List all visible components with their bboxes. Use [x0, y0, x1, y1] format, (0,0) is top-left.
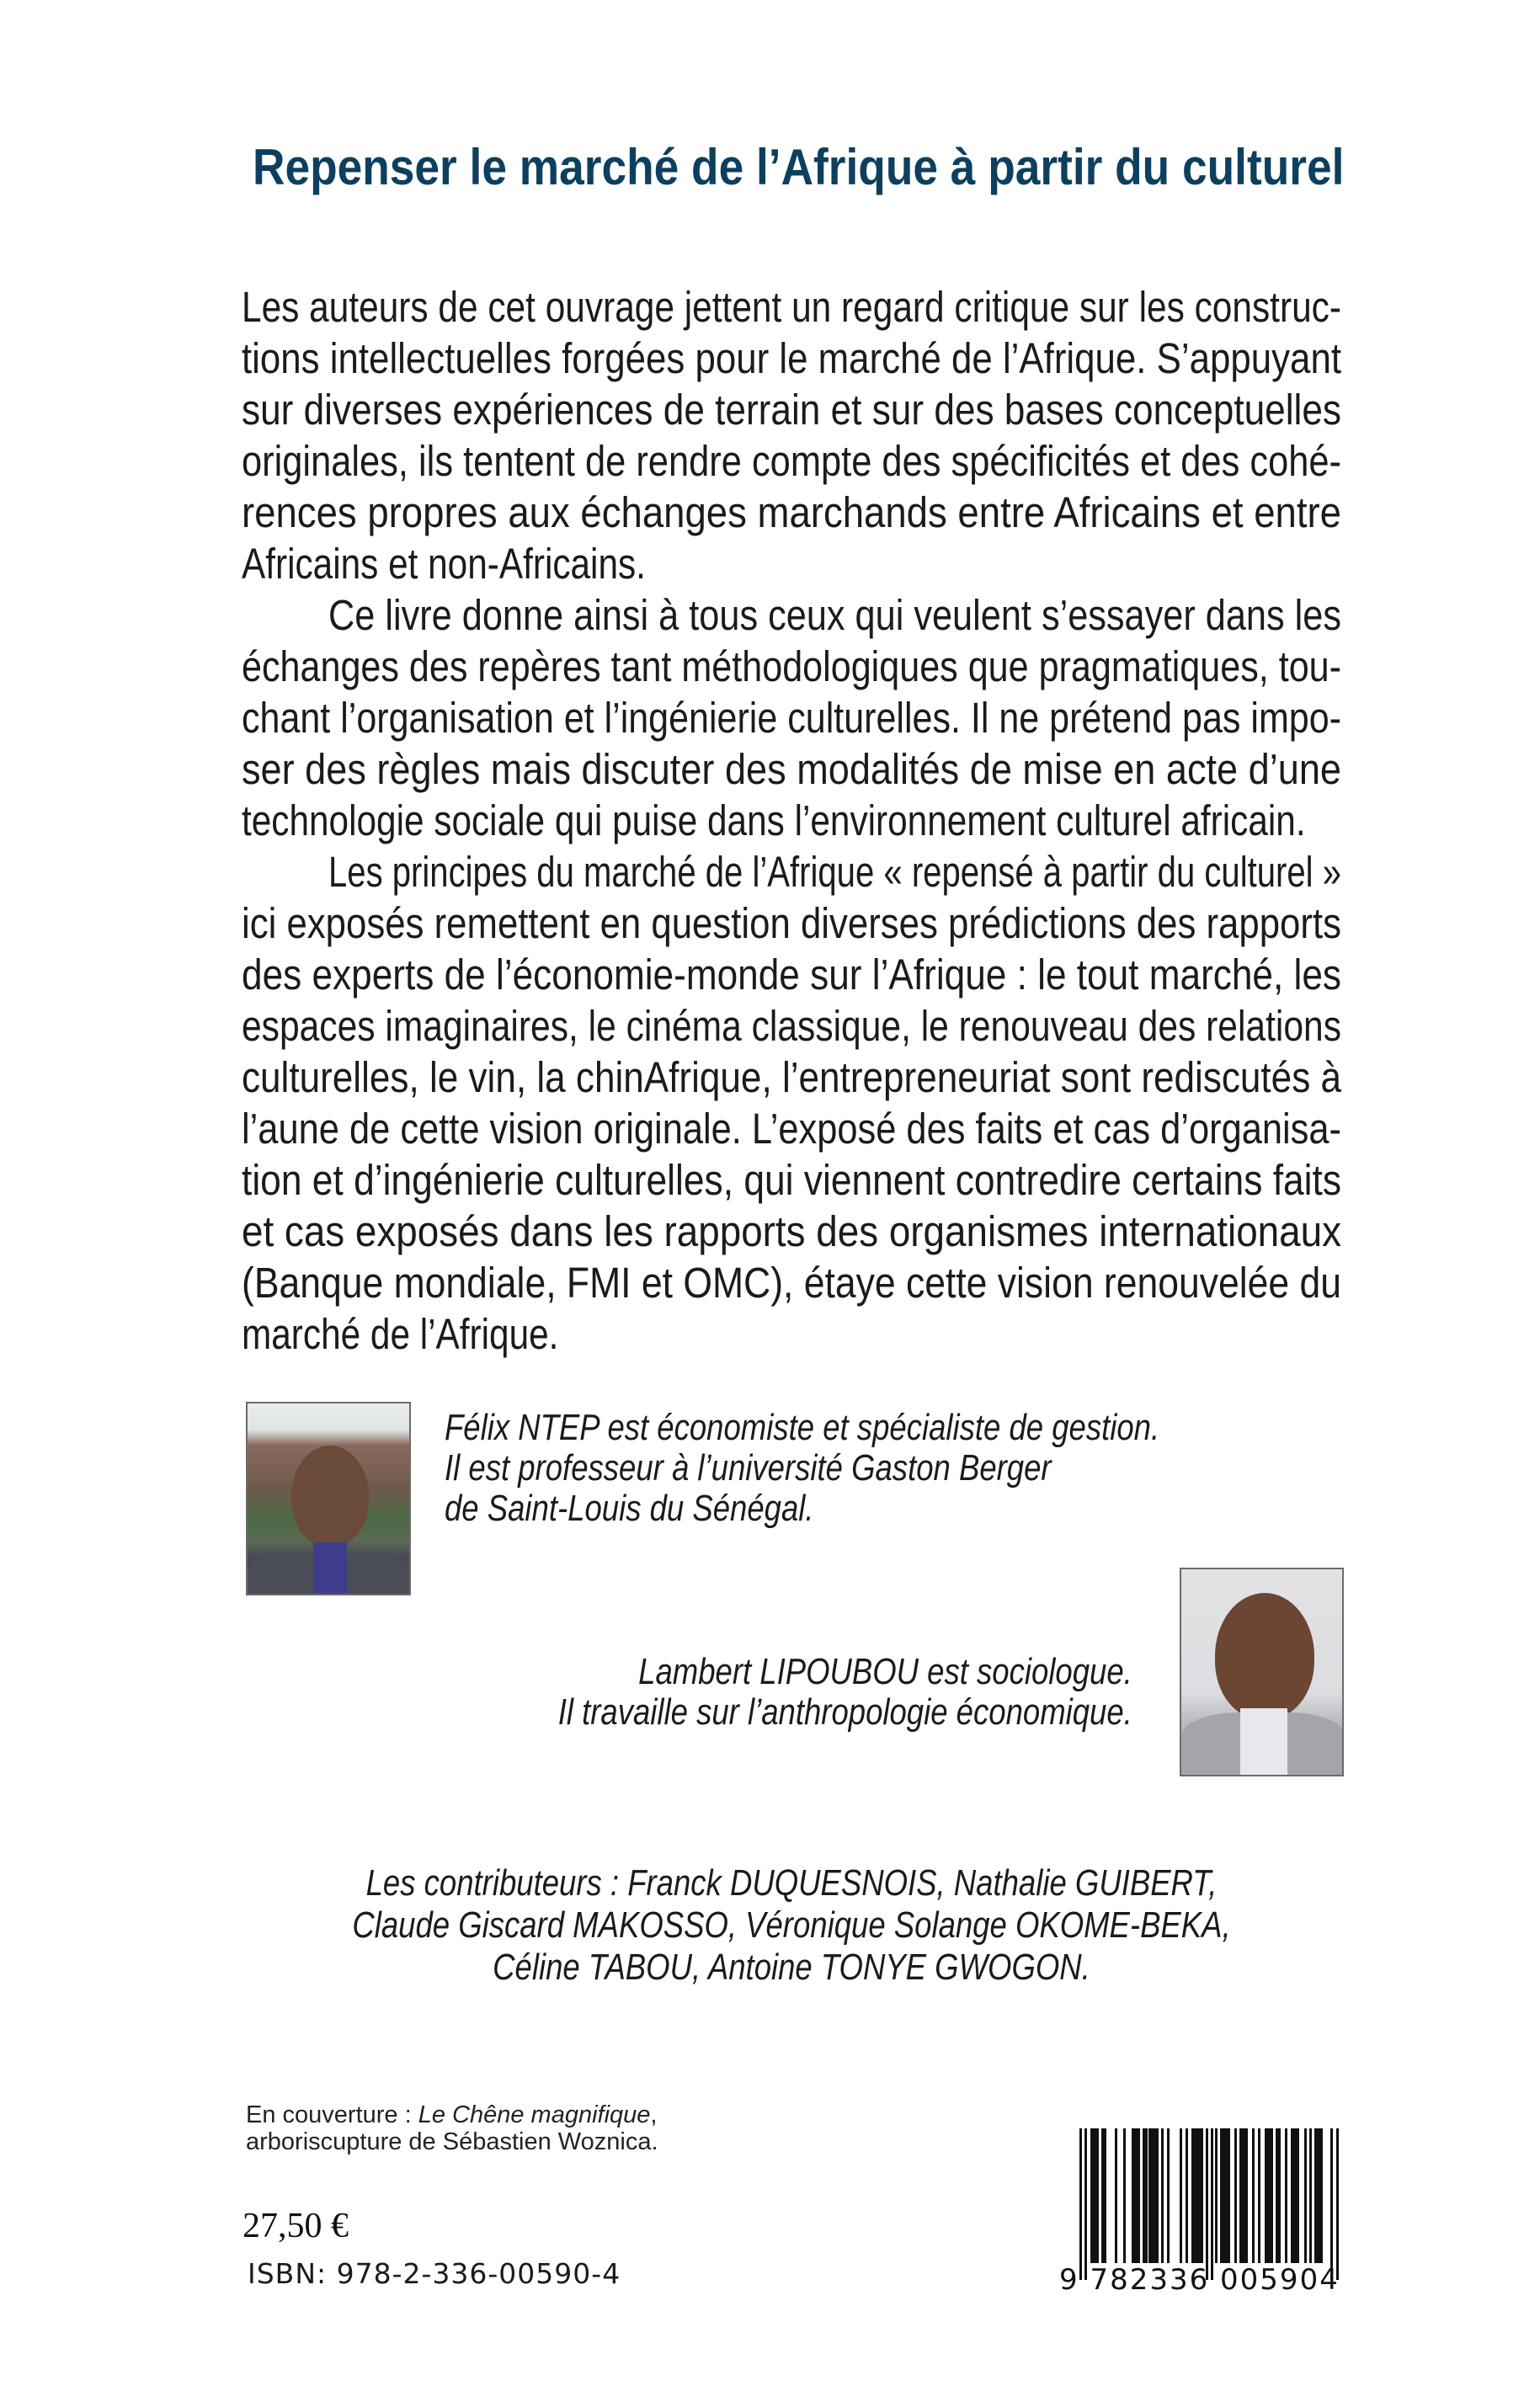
- summary-line: [242, 692, 1341, 743]
- summary-line-text: espaces imaginaires, le cinéma classique, le renouveau des relations: [242, 1002, 1341, 1050]
- summary-line-text: (Banque mondiale, FMI et OMC), étaye cette vision renouvelée du: [242, 1259, 1341, 1307]
- summary-line: [242, 795, 1341, 846]
- summary-line-text: des experts de l’économie-monde sur l’Afrique : le tout marché, les: [242, 951, 1341, 999]
- summary-line: [328, 589, 1428, 641]
- bio-line: Lambert LIPOUBOU est sociologue.: [638, 1651, 1132, 1692]
- contributors-line: Les contributeurs : Franck DUQUESNOIS, Nathalie GUIBERT,: [365, 1862, 1218, 1904]
- summary-line-text: Ce livre donne ainsi à tous ceux qui veulent s’essayer dans les: [328, 591, 1341, 639]
- summary-line: [242, 1308, 1341, 1360]
- summary-line-text: culturelles, le vin, la chinAfrique, l’entrepreneuriat sont rediscutés à: [242, 1053, 1341, 1101]
- summary-line: [242, 1154, 1341, 1206]
- summary-line-text: technologie sociale qui puise dans l’environnement culturel africain.: [242, 796, 1306, 844]
- bio-line: Félix NTEP est économiste et spécialiste de gestion.: [445, 1407, 1160, 1448]
- bio-line: Il est professeur à l’université Gaston Berger: [445, 1447, 1052, 1489]
- summary-line-text: Les auteurs de cet ouvrage jettent un regard critique sur les construc-: [242, 283, 1341, 331]
- summary-line: [242, 281, 1341, 333]
- book-title: Repenser le marché de l’Afrique à partir du culturel: [253, 139, 1345, 195]
- isbn: ISBN: 978-2-336-00590-4: [248, 2257, 621, 2290]
- summary-line-text: originales, ils tentent de rendre compte des spécificités et des cohé-: [242, 437, 1341, 485]
- summary-line: [242, 435, 1341, 487]
- summary-line: [242, 384, 1341, 435]
- cover-credit-line2: arboriscupture de Sébastien Woznica.: [246, 2128, 658, 2155]
- cover-credit: [246, 2101, 658, 2155]
- summary-line: [242, 1257, 1341, 1308]
- cover-credit-prefix: En couverture :: [246, 2101, 418, 2128]
- summary-line-text: l’aune de cette vision originale. L’exposé des faits et cas d’organisa-: [242, 1105, 1341, 1153]
- summary-line-text: échanges des repères tant méthodologiques que pragmatiques, tou-: [242, 642, 1341, 690]
- summary-line: [242, 333, 1341, 384]
- barcode-digits: 9 782336 005904: [1059, 2263, 1340, 2297]
- summary-line: [242, 487, 1341, 538]
- summary-line: [242, 1000, 1341, 1052]
- summary-line-text: ser des règles mais discuter des modalités de mise en acte d’une: [242, 745, 1341, 793]
- summary-line: [242, 1206, 1341, 1257]
- summary-line-text: marché de l’Afrique.: [242, 1310, 559, 1358]
- author-bio-felix-ntep: [445, 1408, 1306, 1529]
- summary-line-text: tions intellectuelles forgées pour le marché de l’Afrique. S’appuyant: [242, 334, 1341, 382]
- contributors-line: Céline TABOU, Antoine TONYE GWOGON.: [493, 1947, 1090, 1988]
- summary-line-text: sur diverses expériences de terrain et sur des bases conceptuelles: [242, 386, 1341, 434]
- summary-line: [242, 538, 1341, 589]
- author-photo-lambert-lipoubou: [1180, 1568, 1344, 1776]
- summary-line-text: Africains et non-Africains.: [242, 540, 646, 588]
- summary-line: [242, 897, 1341, 949]
- bio-line: Il travaille sur l’anthropologie économique.: [557, 1691, 1132, 1733]
- summary-line: [242, 949, 1341, 1000]
- contributors-line: Claude Giscard MAKOSSO, Véronique Solange OKOME-BEKA,: [352, 1904, 1231, 1946]
- author-bio-lambert-lipoubou: [440, 1652, 1132, 1733]
- summary-line-text: et cas exposés dans les rapports des organismes internationaux: [242, 1207, 1341, 1255]
- bio-line: de Saint-Louis du Sénégal.: [445, 1488, 814, 1529]
- summary-line-text: chant l’organisation et l’ingénierie culturelles. Il ne prétend pas impo-: [242, 694, 1341, 742]
- price: 27,50 €: [242, 2207, 349, 2245]
- summary-line: [242, 641, 1341, 692]
- summary-line-text: rences propres aux échanges marchands entre Africains et entre: [242, 488, 1341, 536]
- contributors: [242, 1862, 1341, 1989]
- summary-line: [328, 846, 1428, 897]
- cover-credit-suffix: ,: [650, 2101, 658, 2128]
- barcode: [1059, 2128, 1342, 2297]
- summary-line-text: Les principes du marché de l’Afrique « repensé à partir du culturel »: [328, 848, 1341, 896]
- cover-artwork-title: Le Chêne magnifique: [418, 2101, 651, 2128]
- summary-line: [242, 1052, 1341, 1103]
- summary-line: [242, 1103, 1341, 1154]
- author-photo-felix-ntep: [246, 1402, 411, 1595]
- summary-line-text: ici exposés remettent en question diverses prédictions des rapports: [242, 899, 1341, 947]
- summary-line-text: tion et d’ingénierie culturelles, qui viennent contredire certains faits: [242, 1156, 1341, 1204]
- summary-line: [242, 743, 1341, 795]
